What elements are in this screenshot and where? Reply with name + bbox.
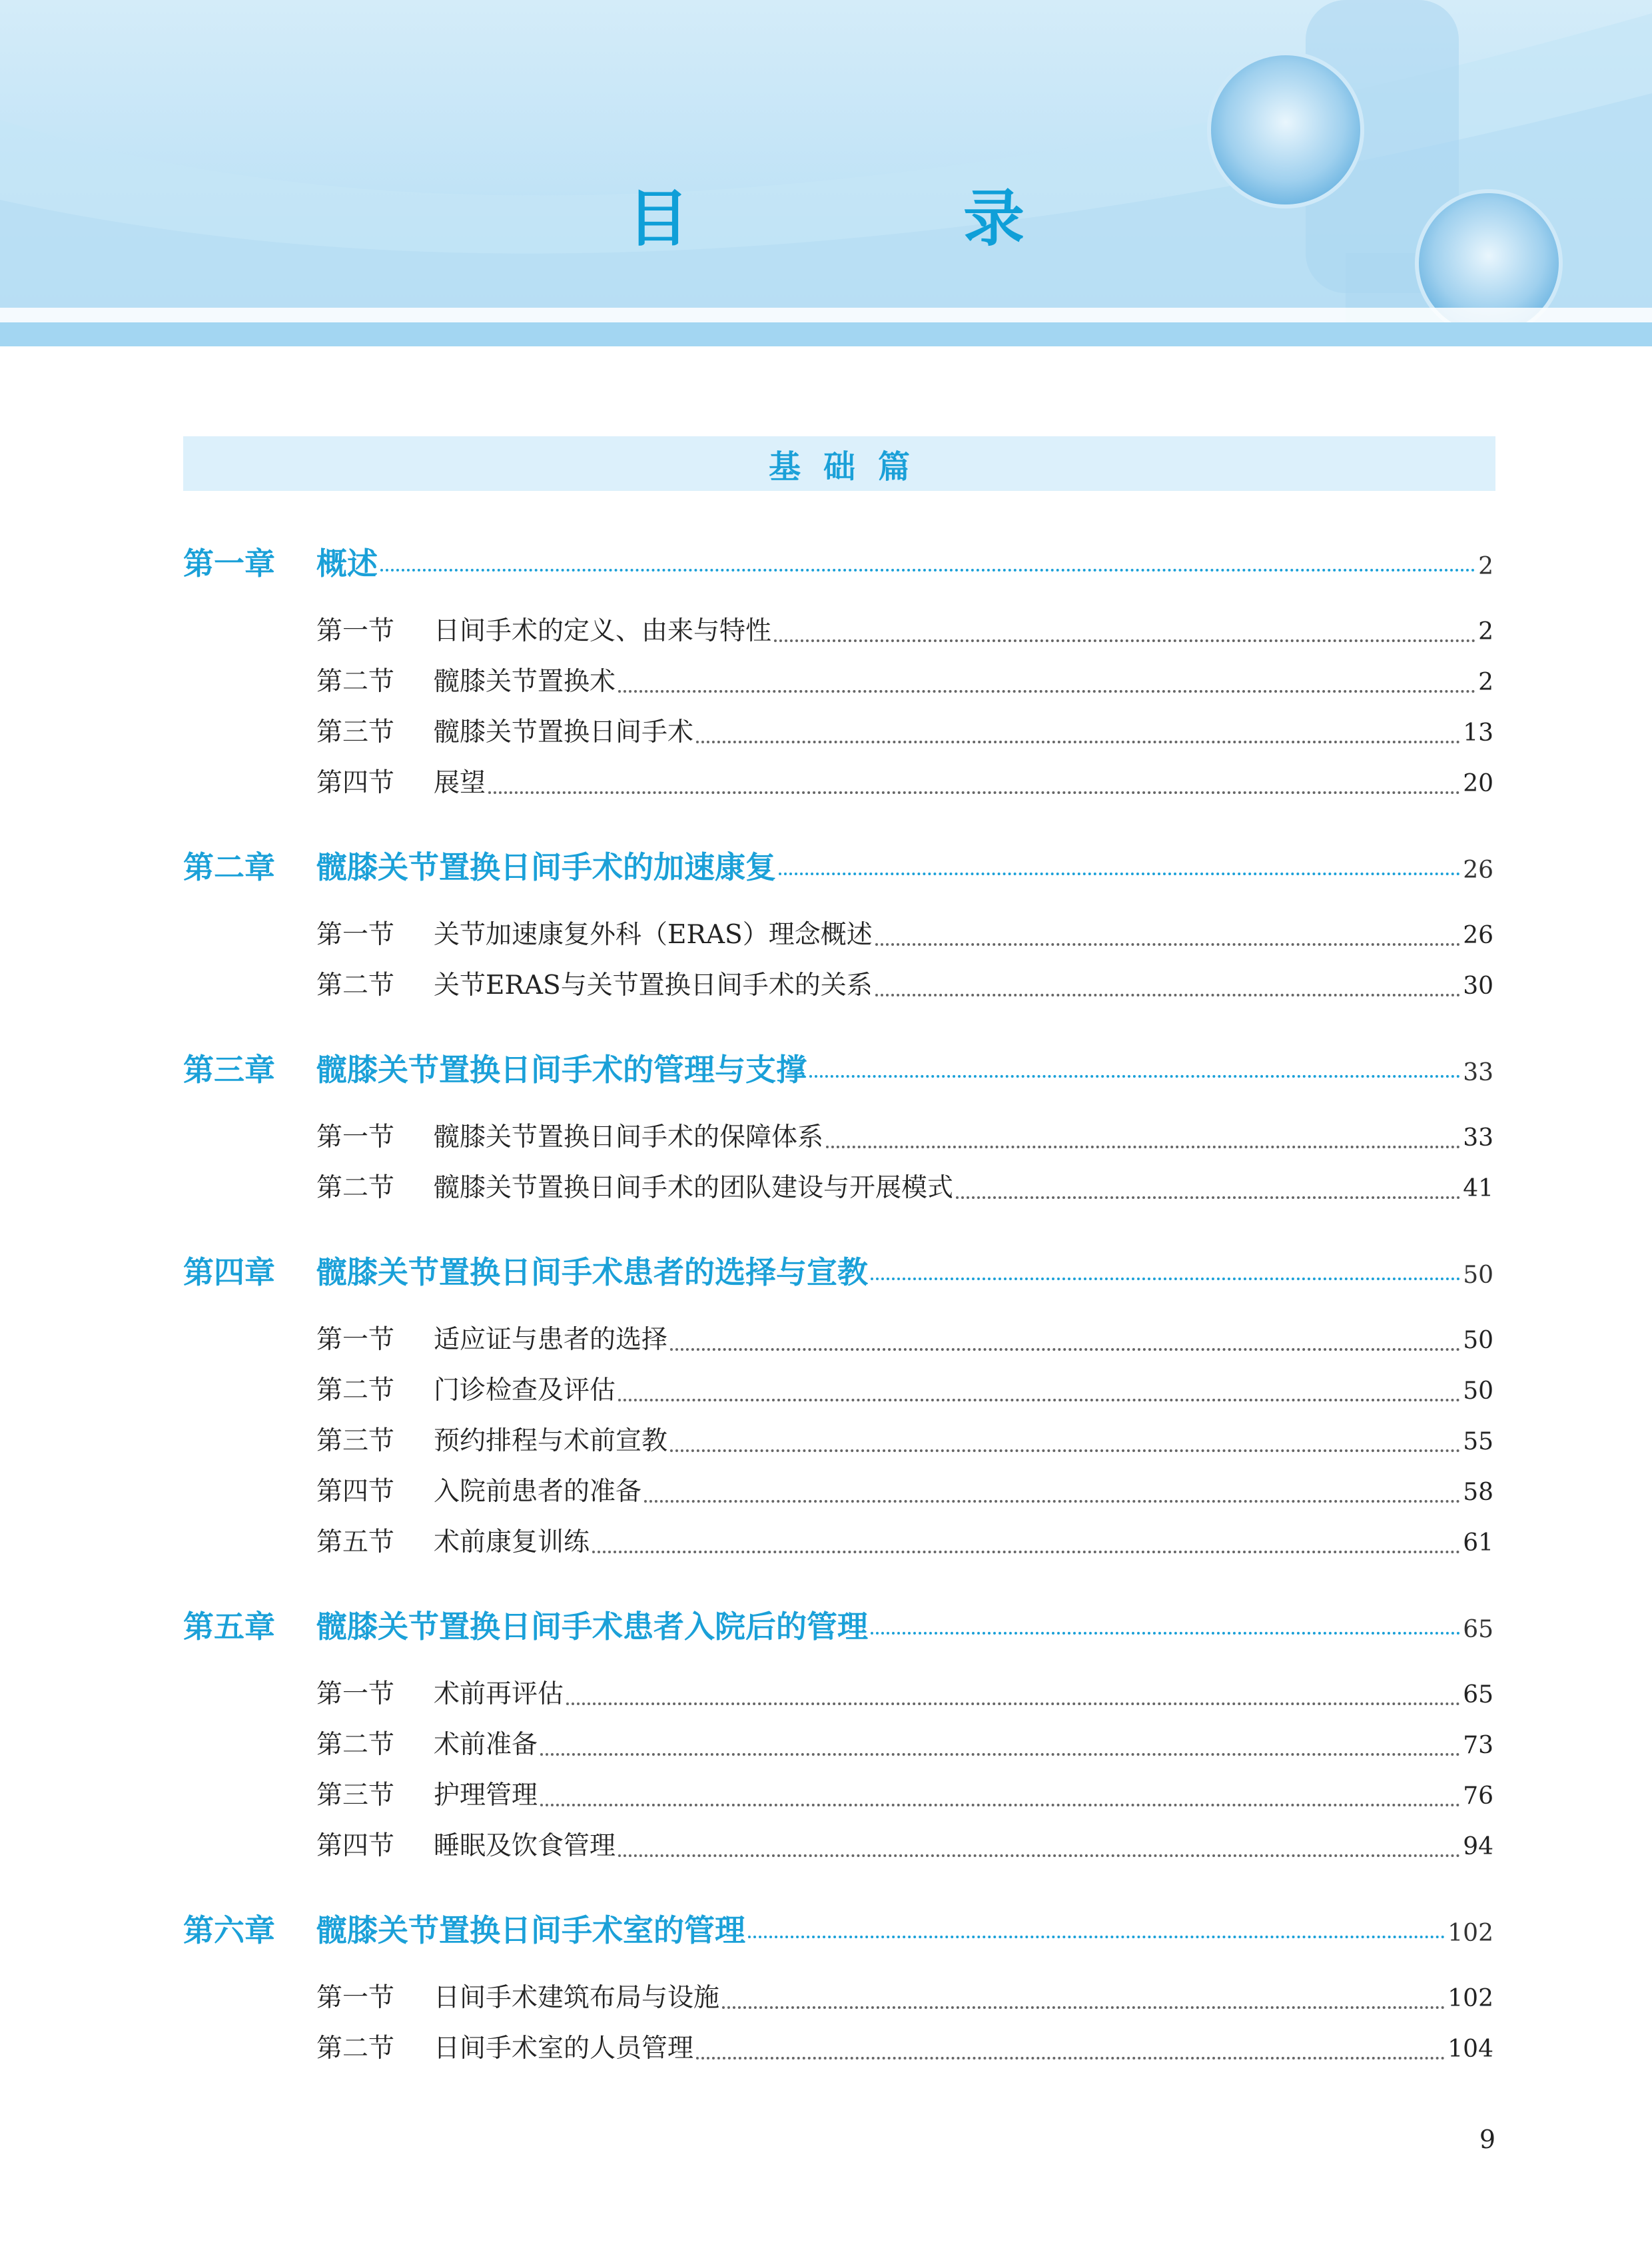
toc-section-title: 入院前患者的准备 <box>434 1477 642 1507</box>
toc-section-page: 65 <box>1463 1681 1493 1708</box>
toc-chapter[interactable] <box>183 1248 1493 1299</box>
toc-section-number: 第四节 <box>316 1477 395 1507</box>
toc-section-title: 术前准备 <box>434 1730 538 1760</box>
toc-section-title: 日间手术的定义、由来与特性 <box>434 616 772 646</box>
toc-section-page: 2 <box>1478 669 1493 696</box>
toc-section-number: 第四节 <box>316 1831 395 1861</box>
toc-section-title: 关节ERAS与关节置换日间手术的关系 <box>434 970 873 1000</box>
toc-section-title: 适应证与患者的选择 <box>434 1325 668 1355</box>
toc-chapter-number: 第五章 <box>183 1609 275 1645</box>
toc-section-number: 第二节 <box>316 2034 395 2063</box>
dot-leader <box>670 1449 1460 1452</box>
toc-chapter-page: 50 <box>1463 1262 1493 1289</box>
dot-leader <box>670 1348 1460 1351</box>
toc-section-number: 第二节 <box>316 970 395 1000</box>
toc-section[interactable] <box>183 914 1493 964</box>
toc-section[interactable] <box>183 2028 1493 2078</box>
toc-section-number: 第一节 <box>316 1122 395 1152</box>
toc-section-number: 第四节 <box>316 768 395 798</box>
toc-section-number: 第一节 <box>316 1983 395 2013</box>
toc-section-title: 术前再评估 <box>434 1679 564 1709</box>
toc-section-title: 展望 <box>434 768 486 798</box>
dot-leader <box>592 1551 1460 1553</box>
dot-leader <box>809 1075 1460 1078</box>
toc-chapter[interactable] <box>183 1046 1493 1096</box>
toc-section[interactable] <box>183 661 1493 711</box>
header-banner <box>0 0 1652 346</box>
table-of-contents <box>183 540 1493 2078</box>
toc-section-page: 94 <box>1463 1833 1493 1860</box>
toc-chapter-page: 65 <box>1463 1616 1493 1643</box>
toc-section-number: 第三节 <box>316 1780 395 1810</box>
toc-section-number: 第二节 <box>316 1730 395 1760</box>
toc-section-page: 41 <box>1463 1175 1493 1202</box>
toc-section[interactable] <box>183 1521 1493 1572</box>
dot-leader <box>774 639 1475 642</box>
toc-chapter-number: 第三章 <box>183 1052 275 1088</box>
toc-section-title: 髋膝关节置换日间手术的团队建设与开展模式 <box>434 1173 954 1203</box>
toc-section[interactable] <box>183 1471 1493 1521</box>
dot-leader <box>871 1278 1460 1280</box>
toc-section-title: 睡眠及饮食管理 <box>434 1831 616 1861</box>
toc-section-page: 2 <box>1478 618 1493 645</box>
toc-section[interactable] <box>183 1319 1493 1369</box>
dot-leader <box>696 741 1460 743</box>
dot-leader <box>956 1196 1460 1199</box>
dot-leader <box>875 943 1460 946</box>
toc-chapter[interactable] <box>183 540 1493 590</box>
toc-section-title: 髋膝关节置换日间手术 <box>434 717 694 747</box>
toc-chapter-page: 33 <box>1463 1059 1493 1086</box>
toc-section-page: 58 <box>1463 1479 1493 1506</box>
toc-chapter[interactable] <box>183 1906 1493 1957</box>
dot-leader <box>875 994 1460 996</box>
toc-chapter-title: 髋膝关节置换日间手术患者的选择与宣教 <box>316 1254 868 1290</box>
toc-section-page: 13 <box>1463 719 1493 747</box>
toc-section[interactable] <box>183 1774 1493 1825</box>
part-heading-bar <box>183 436 1495 491</box>
toc-chapter-number: 第四章 <box>183 1254 275 1290</box>
dot-leader <box>380 569 1475 571</box>
toc-section-page: 33 <box>1463 1124 1493 1152</box>
toc-section-number: 第一节 <box>316 616 395 646</box>
dot-leader <box>566 1702 1460 1705</box>
dot-leader <box>618 690 1475 693</box>
toc-section-number: 第二节 <box>316 1375 395 1405</box>
toc-section-page: 50 <box>1463 1327 1493 1354</box>
toc-chapter-number: 第一章 <box>183 546 275 581</box>
dot-leader <box>618 1399 1460 1401</box>
toc-section-page: 104 <box>1447 2036 1493 2063</box>
toc-section[interactable] <box>183 1420 1493 1471</box>
toc-chapter-number: 第二章 <box>183 849 275 885</box>
toc-section[interactable] <box>183 1977 1493 2028</box>
dot-leader <box>488 791 1460 794</box>
toc-section[interactable] <box>183 1167 1493 1218</box>
toc-section-page: 76 <box>1463 1782 1493 1810</box>
toc-section-number: 第一节 <box>316 1679 395 1709</box>
dot-leader <box>871 1632 1460 1635</box>
page-title: 目 录 <box>627 183 1152 254</box>
toc-chapter[interactable] <box>183 1603 1493 1653</box>
dot-leader <box>540 1753 1460 1756</box>
toc-chapter-number: 第六章 <box>183 1912 275 1948</box>
dot-leader <box>618 1854 1460 1857</box>
toc-chapter-page: 102 <box>1447 1920 1493 1947</box>
dot-leader <box>748 1936 1445 1938</box>
toc-section-number: 第三节 <box>316 717 395 747</box>
toc-chapter-title: 髋膝关节置换日间手术患者入院后的管理 <box>316 1609 868 1645</box>
dot-leader <box>644 1500 1460 1503</box>
toc-section-page: 30 <box>1463 972 1493 1000</box>
toc-section[interactable] <box>183 1825 1493 1876</box>
toc-section[interactable] <box>183 1116 1493 1167</box>
toc-section-page: 61 <box>1463 1529 1493 1557</box>
dot-leader <box>540 1804 1460 1806</box>
toc-chapter-title: 髋膝关节置换日间手术室的管理 <box>316 1912 745 1948</box>
toc-section-title: 髋膝关节置换日间手术的保障体系 <box>434 1122 824 1152</box>
toc-section-title: 预约排程与术前宣教 <box>434 1426 668 1456</box>
toc-section-title: 关节加速康复外科（ERAS）理念概述 <box>434 920 873 950</box>
toc-section-title: 日间手术室的人员管理 <box>434 2034 694 2063</box>
toc-section-number: 第三节 <box>316 1426 395 1456</box>
toc-section-title: 术前康复训练 <box>434 1527 590 1557</box>
toc-section-page: 55 <box>1463 1428 1493 1455</box>
toc-section-page: 73 <box>1463 1732 1493 1759</box>
toc-section-number: 第二节 <box>316 667 395 697</box>
toc-section[interactable] <box>183 711 1493 762</box>
toc-chapter-title: 概述 <box>316 546 378 581</box>
toc-chapter-page: 2 <box>1478 553 1493 580</box>
toc-section-page: 50 <box>1463 1377 1493 1405</box>
toc-section[interactable] <box>183 610 1493 661</box>
toc-section[interactable] <box>183 964 1493 1015</box>
toc-section-title: 髋膝关节置换术 <box>434 667 616 697</box>
toc-section-number: 第一节 <box>316 920 395 950</box>
toc-chapter-title: 髋膝关节置换日间手术的管理与支撑 <box>316 1052 807 1088</box>
toc-section-number: 第一节 <box>316 1325 395 1355</box>
toc-chapter-page: 26 <box>1463 857 1493 884</box>
toc-section-title: 日间手术建筑布局与设施 <box>434 1983 720 2013</box>
toc-section[interactable] <box>183 1369 1493 1420</box>
dot-leader <box>779 873 1460 875</box>
toc-section-page: 102 <box>1447 1985 1493 2012</box>
part-heading: 基础篇 <box>768 448 933 486</box>
toc-chapter-title: 髋膝关节置换日间手术的加速康复 <box>316 849 776 885</box>
dot-leader <box>696 2057 1445 2059</box>
page-number: 9 <box>1479 2125 1495 2154</box>
toc-section-page: 20 <box>1463 770 1493 797</box>
dot-leader <box>826 1146 1460 1148</box>
toc-chapter[interactable] <box>183 843 1493 894</box>
toc-section-title: 门诊检查及评估 <box>434 1375 616 1405</box>
toc-section-page: 26 <box>1463 922 1493 949</box>
toc-section[interactable] <box>183 762 1493 813</box>
toc-section[interactable] <box>183 1673 1493 1724</box>
toc-section-number: 第五节 <box>316 1527 395 1557</box>
toc-section[interactable] <box>183 1724 1493 1774</box>
toc-section-number: 第二节 <box>316 1173 395 1203</box>
dot-leader <box>722 2006 1445 2009</box>
toc-section-title: 护理管理 <box>434 1780 538 1810</box>
